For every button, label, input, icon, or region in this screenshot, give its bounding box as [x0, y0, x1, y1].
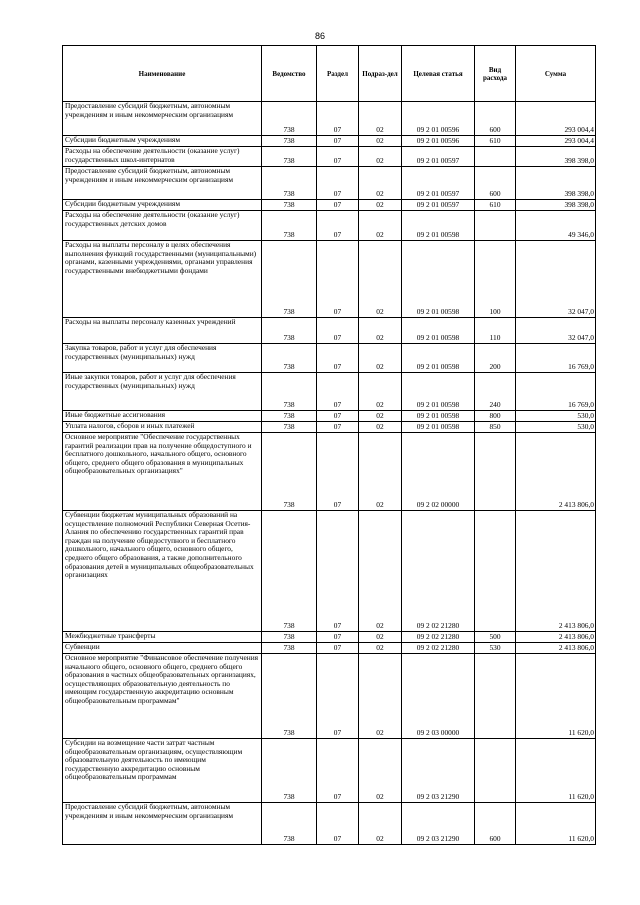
row-department: 738 [262, 643, 317, 654]
row-subsection: 02 [359, 211, 402, 241]
row-target-article: 09 2 01 00598 [402, 241, 475, 318]
row-subsection: 02 [359, 433, 402, 511]
row-department: 738 [262, 167, 317, 200]
row-section: 07 [317, 200, 359, 211]
row-name: Предоставление субсидий бюджетным, автономным учреждениям и иным некоммерческим организациям [63, 102, 262, 136]
row-name: Межбюджетные трансферты [63, 632, 262, 643]
row-section: 07 [317, 511, 359, 632]
row-target-article: 09 2 01 00597 [402, 147, 475, 167]
table-row [63, 511, 596, 632]
row-amount: 530,0 [516, 422, 596, 433]
row-name: Субсидии бюджетным учреждениям [63, 200, 262, 211]
table-row [63, 643, 596, 654]
row-name: Субвенции бюджетам муниципальных образований на осуществление полномочий Республики Северная Осетия-Алания по обеспечению государственных гарантий прав граждан на получение общедоступного и бесплатного дошкольного, начального общего, основного общего, среднего общего образования, а также дополнительного образования детей в муниципальных общеобразовательных организациях [63, 511, 262, 632]
row-amount: 11 620,0 [516, 739, 596, 803]
row-department: 738 [262, 241, 317, 318]
table-row [63, 200, 596, 211]
row-name: Предоставление субсидий бюджетным, автономным учреждениям и иным некоммерческим организациям [63, 167, 262, 200]
row-name: Расходы на обеспечение деятельности (оказание услуг) государственных школ-интернатов [63, 147, 262, 167]
row-subsection: 02 [359, 167, 402, 200]
row-subsection: 02 [359, 511, 402, 632]
row-section: 07 [317, 167, 359, 200]
row-expense-type: 800 [475, 411, 516, 422]
row-department: 738 [262, 136, 317, 147]
row-section: 07 [317, 102, 359, 136]
row-target-article: 09 2 03 21290 [402, 803, 475, 845]
table-row [63, 102, 596, 136]
table-row [63, 344, 596, 373]
table-row [63, 411, 596, 422]
row-expense-type [475, 511, 516, 632]
row-subsection: 02 [359, 803, 402, 845]
table-row [63, 136, 596, 147]
row-name: Расходы на выплаты персоналу в целях обеспечения выполнения функций государственными (муниципальными) органами, казенными учреждениями, органами управления государственными внебюджетными фондами [63, 241, 262, 318]
row-subsection: 02 [359, 643, 402, 654]
row-section: 07 [317, 373, 359, 411]
row-section: 07 [317, 433, 359, 511]
header-section: Раздел [317, 46, 359, 102]
row-target-article: 09 2 02 21280 [402, 643, 475, 654]
row-subsection: 02 [359, 344, 402, 373]
row-department: 738 [262, 739, 317, 803]
row-expense-type [475, 739, 516, 803]
row-amount: 398 398,0 [516, 167, 596, 200]
table-row [63, 433, 596, 511]
table-row [63, 241, 596, 318]
row-target-article: 09 2 01 00598 [402, 211, 475, 241]
row-expense-type: 600 [475, 102, 516, 136]
row-subsection: 02 [359, 147, 402, 167]
row-section: 07 [317, 422, 359, 433]
row-name: Предоставление субсидий бюджетным, автономным учреждениям и иным некоммерческим организациям [63, 803, 262, 845]
row-amount: 32 047,0 [516, 241, 596, 318]
row-section: 07 [317, 632, 359, 643]
row-amount: 16 769,0 [516, 373, 596, 411]
row-expense-type: 200 [475, 344, 516, 373]
row-amount: 293 004,4 [516, 102, 596, 136]
row-section: 07 [317, 318, 359, 344]
header-target-article: Целевая статья [402, 46, 475, 102]
row-amount: 530,0 [516, 411, 596, 422]
row-department: 738 [262, 411, 317, 422]
row-subsection: 02 [359, 241, 402, 318]
row-subsection: 02 [359, 102, 402, 136]
row-name: Субсидии бюджетным учреждениям [63, 136, 262, 147]
row-expense-type: 600 [475, 167, 516, 200]
row-subsection: 02 [359, 739, 402, 803]
header-amount: Сумма [516, 46, 596, 102]
header-department: Ведомство [262, 46, 317, 102]
row-target-article: 09 2 01 00598 [402, 344, 475, 373]
row-target-article: 09 2 03 21290 [402, 739, 475, 803]
row-department: 738 [262, 654, 317, 739]
row-section: 07 [317, 147, 359, 167]
row-subsection: 02 [359, 373, 402, 411]
table-row [63, 654, 596, 739]
row-target-article: 09 2 01 00598 [402, 411, 475, 422]
row-department: 738 [262, 147, 317, 167]
row-amount: 11 620,0 [516, 803, 596, 845]
row-department: 738 [262, 803, 317, 845]
row-target-article: 09 2 01 00596 [402, 102, 475, 136]
row-amount: 398 398,0 [516, 200, 596, 211]
page-number: 86 [314, 31, 325, 41]
row-expense-type: 240 [475, 373, 516, 411]
row-section: 07 [317, 344, 359, 373]
row-expense-type [475, 211, 516, 241]
row-target-article: 09 2 02 21280 [402, 511, 475, 632]
row-expense-type: 610 [475, 136, 516, 147]
row-expense-type [475, 433, 516, 511]
row-amount: 32 047,0 [516, 318, 596, 344]
row-name: Основное мероприятие "Обеспечение государственных гарантий реализации прав на получение общедоступного и бесплатного дошкольного, начального общего, основного общего, среднего общего образования в муниципальных общеобразовательных организациях" [63, 433, 262, 511]
row-amount: 16 769,0 [516, 344, 596, 373]
row-expense-type: 530 [475, 643, 516, 654]
row-amount: 293 004,4 [516, 136, 596, 147]
row-target-article: 09 2 01 00598 [402, 318, 475, 344]
table-row [63, 632, 596, 643]
row-department: 738 [262, 102, 317, 136]
row-subsection: 02 [359, 200, 402, 211]
row-target-article: 09 2 01 00597 [402, 200, 475, 211]
row-department: 738 [262, 373, 317, 411]
row-amount: 2 413 806,0 [516, 433, 596, 511]
row-department: 738 [262, 200, 317, 211]
row-target-article: 09 2 02 00000 [402, 433, 475, 511]
row-expense-type: 850 [475, 422, 516, 433]
row-name: Иные бюджетные ассигнования [63, 411, 262, 422]
table-row [63, 211, 596, 241]
row-name: Расходы на выплаты персоналу казенных учреждений [63, 318, 262, 344]
row-expense-type: 600 [475, 803, 516, 845]
row-target-article: 09 2 01 00597 [402, 167, 475, 200]
budget-table [62, 45, 596, 845]
row-section: 07 [317, 136, 359, 147]
row-subsection: 02 [359, 411, 402, 422]
row-section: 07 [317, 411, 359, 422]
row-section: 07 [317, 654, 359, 739]
row-target-article: 09 2 01 00598 [402, 422, 475, 433]
row-expense-type: 500 [475, 632, 516, 643]
row-department: 738 [262, 433, 317, 511]
table-row [63, 167, 596, 200]
row-name: Уплата налогов, сборов и иных платежей [63, 422, 262, 433]
row-section: 07 [317, 211, 359, 241]
header-subsection: Подраз-дел [359, 46, 402, 102]
table-row [63, 803, 596, 845]
row-department: 738 [262, 344, 317, 373]
table-row [63, 739, 596, 803]
row-section: 07 [317, 739, 359, 803]
row-department: 738 [262, 632, 317, 643]
header-expense-type: Вид расхода [475, 46, 516, 102]
header-name: Наименование [63, 46, 262, 102]
row-expense-type: 610 [475, 200, 516, 211]
row-expense-type: 110 [475, 318, 516, 344]
row-subsection: 02 [359, 136, 402, 147]
row-name: Субвенции [63, 643, 262, 654]
row-department: 738 [262, 318, 317, 344]
row-subsection: 02 [359, 318, 402, 344]
row-amount: 11 620,0 [516, 654, 596, 739]
table-row [63, 422, 596, 433]
table-body [63, 102, 596, 845]
row-expense-type: 100 [475, 241, 516, 318]
row-target-article: 09 2 02 21280 [402, 632, 475, 643]
row-expense-type [475, 147, 516, 167]
row-name: Иные закупки товаров, работ и услуг для обеспечения государственных (муниципальных) нужд [63, 373, 262, 411]
row-target-article: 09 2 01 00598 [402, 373, 475, 411]
row-department: 738 [262, 511, 317, 632]
row-expense-type [475, 654, 516, 739]
row-amount: 2 413 806,0 [516, 632, 596, 643]
row-subsection: 02 [359, 654, 402, 739]
row-section: 07 [317, 241, 359, 318]
row-target-article: 09 2 03 00000 [402, 654, 475, 739]
row-amount: 2 413 806,0 [516, 511, 596, 632]
row-name: Субсидии на возмещение части затрат частным общеобразовательным организациям, осуществляющим образовательную деятельность по имеющим государственную аккредитацию основным общеобразовательным программам [63, 739, 262, 803]
row-section: 07 [317, 803, 359, 845]
table-row [63, 147, 596, 167]
row-amount: 398 398,0 [516, 147, 596, 167]
table-row [63, 373, 596, 411]
table-row [63, 318, 596, 344]
row-name: Расходы на обеспечение деятельности (оказание услуг) государственных детских домов [63, 211, 262, 241]
row-department: 738 [262, 211, 317, 241]
row-amount: 49 346,0 [516, 211, 596, 241]
row-amount: 2 413 806,0 [516, 643, 596, 654]
row-subsection: 02 [359, 632, 402, 643]
row-name: Закупка товаров, работ и услуг для обеспечения государственных (муниципальных) нужд [63, 344, 262, 373]
row-name: Основное мероприятие "Финансовое обеспечение получения начального общего, основного общего, среднего общего образования в частных общеобразовательных организациях, осуществляющих образовательную деятельность по имеющим государственную аккредитацию основным общеобразовательным программам" [63, 654, 262, 739]
row-section: 07 [317, 643, 359, 654]
table-header-row [63, 46, 596, 102]
row-target-article: 09 2 01 00596 [402, 136, 475, 147]
row-department: 738 [262, 422, 317, 433]
row-subsection: 02 [359, 422, 402, 433]
